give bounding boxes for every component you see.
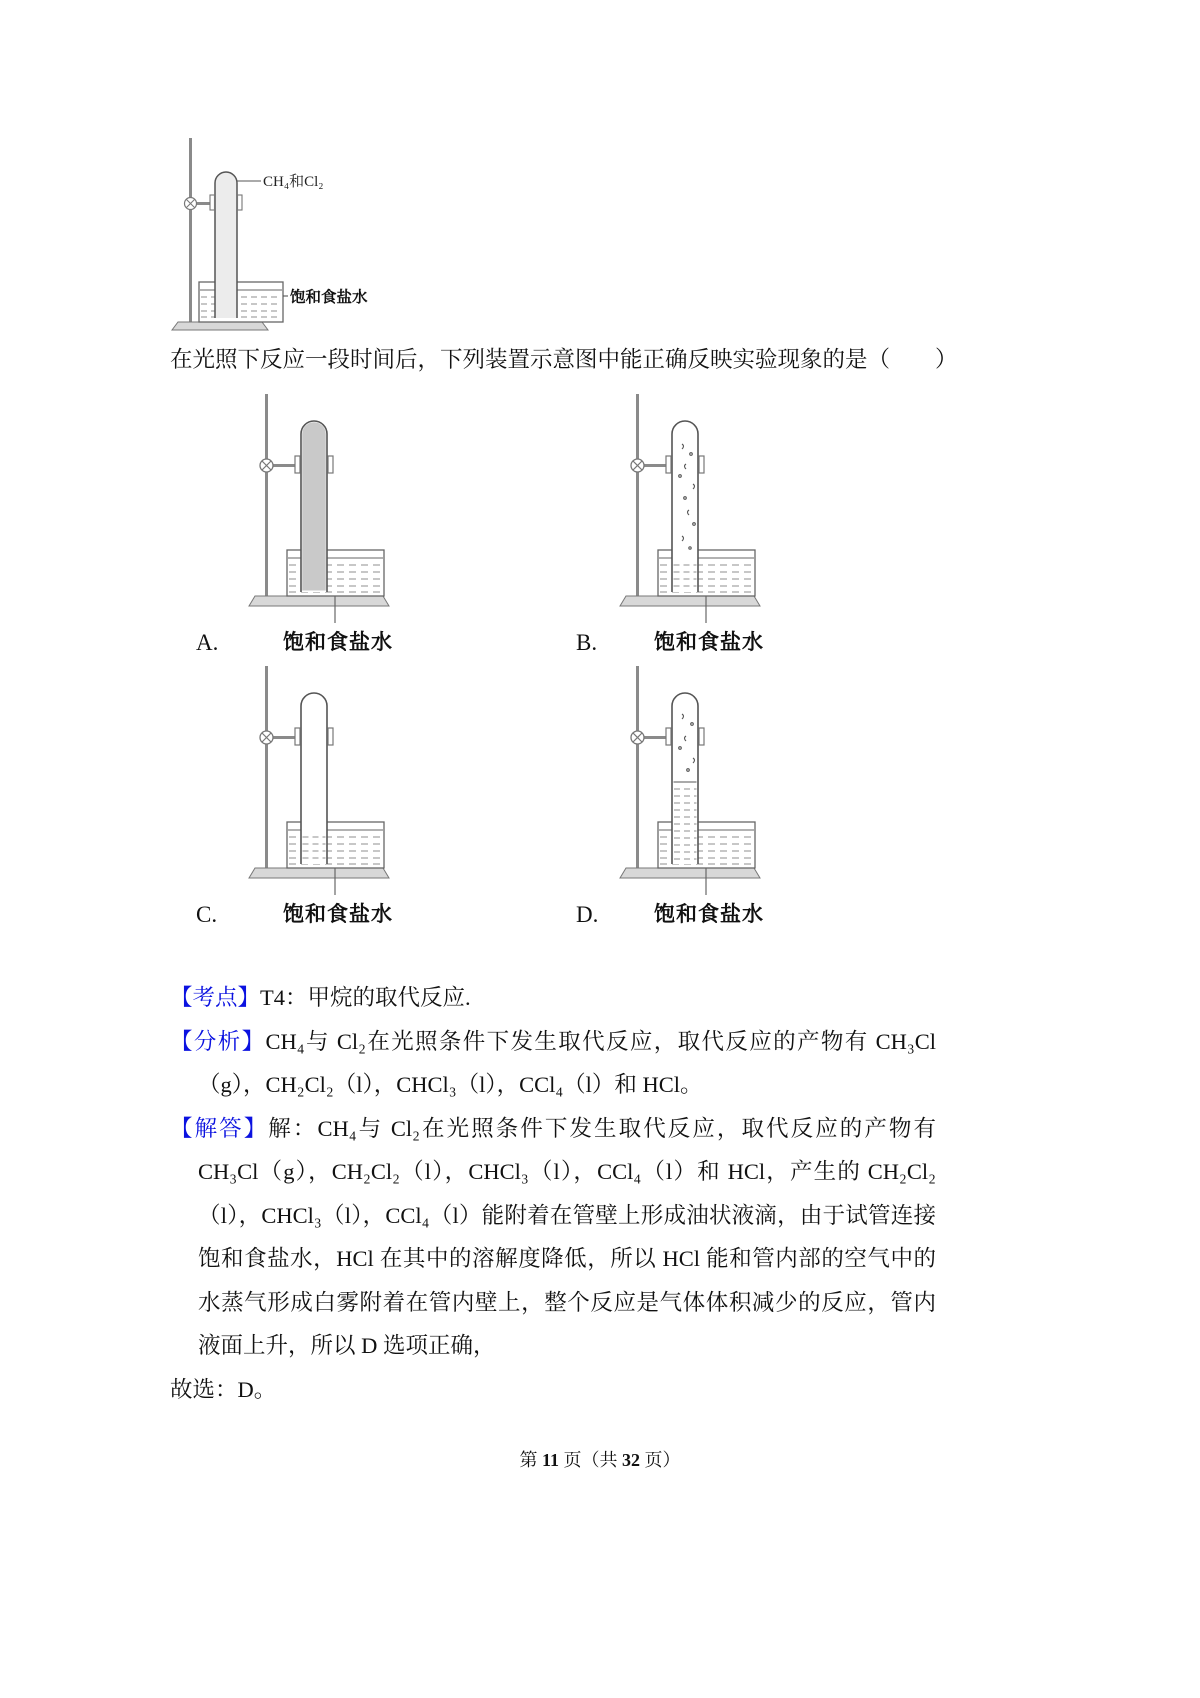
kaodian-text: T4：甲烷的取代反应. <box>260 985 471 1010</box>
option-B <box>576 392 856 672</box>
option-C-label: C. <box>196 902 218 927</box>
option-A <box>196 392 476 672</box>
jieda-line <box>170 1107 936 1368</box>
stand-base <box>172 322 268 330</box>
footer-page-number: 11 <box>541 1450 559 1470</box>
apparatus-D <box>620 666 760 895</box>
tube-gas-shading <box>302 422 326 590</box>
page-footer <box>0 1446 1200 1472</box>
kaodian-line <box>170 976 936 1020</box>
footer-total-pages: 32 <box>622 1450 640 1470</box>
clamp-jaw-left <box>210 195 215 210</box>
gas-mixture-label: CH₄和Cl₂ <box>263 174 324 190</box>
option-C <box>196 664 476 944</box>
footer-middle: 页（共 <box>559 1450 622 1470</box>
kaodian-tag: 【考点】 <box>170 985 261 1010</box>
question-text: 在光照下反应一段时间后，下列装置示意图中能正确反映实验现象的是（ ） <box>170 347 958 372</box>
jieda-text: 解：CH₄与 Cl₂在光照条件下发生取代反应，取代反应的产物有 CH₃Cl（g），CH₂Cl₂（l），CHCl₃（l），CCl₄（l）和 HCl，产生的 CH₂Cl₂（l），CHCl₃（l），CCl₄（l）能附着在管壁上形成油状液滴，由于试管连接饱和食盐水，HCl 在其中的溶解度降低，所以 HCl 能和管内部的空气中的水蒸气形成白雾附着在管内壁上，整个反应是气体体积减少的反应，管内液面上升，所以 D 选项正确， <box>198 1115 936 1358</box>
fenxi-tag: 【分析】 <box>170 1028 266 1054</box>
option-D <box>576 664 856 944</box>
fenxi-text: CH₄与 Cl₂在光照条件下发生取代反应，取代反应的产物有 CH₃Cl（g），CH₂Cl₂（l），CHCl₃（l），CCl₄（l）和 HCl。 <box>198 1028 936 1097</box>
option-D-label: D. <box>576 902 599 927</box>
option-B-caption: 饱和食盐水 <box>654 630 764 654</box>
option-D-caption: 饱和食盐水 <box>654 902 764 926</box>
option-A-label: A. <box>196 630 219 655</box>
fenxi-line <box>170 1020 936 1107</box>
trough <box>199 282 283 322</box>
test-tube <box>215 172 237 318</box>
footer-prefix: 第 <box>519 1450 542 1470</box>
option-B-label: B. <box>576 630 598 655</box>
footer-suffix: 页） <box>640 1450 681 1470</box>
apparatus-C <box>249 666 389 895</box>
option-C-caption: 饱和食盐水 <box>283 902 393 926</box>
apparatus-B <box>620 394 760 623</box>
apparatus-figure-main <box>168 136 418 341</box>
conclusion-line: 故选：D。 <box>170 1376 277 1402</box>
clamp-knob <box>185 198 197 210</box>
saturated-brine-label: 饱和食盐水 <box>290 289 368 306</box>
jieda-tag: 【解答】 <box>170 1115 269 1141</box>
clamp-jaw-right <box>238 195 243 210</box>
answer-section <box>170 976 936 1411</box>
stand-pole <box>189 138 192 324</box>
option-A-caption: 饱和食盐水 <box>283 630 393 654</box>
